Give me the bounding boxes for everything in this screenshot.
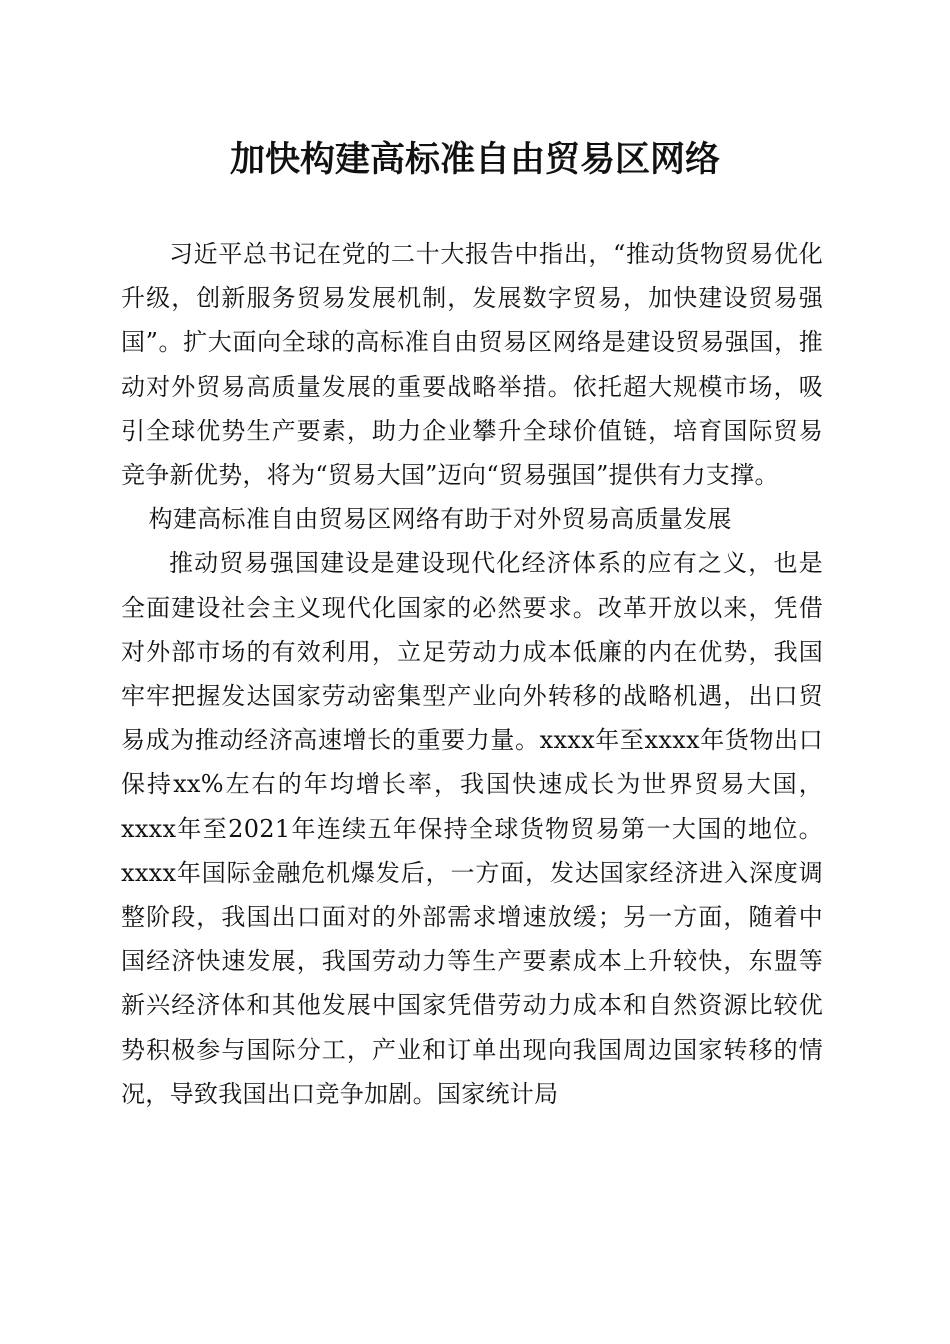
document-body xyxy=(121,232,823,1116)
section-subheading: 构建高标准自由贸易区网络有助于对外贸易高质量发展 xyxy=(148,505,732,534)
document-title: 加快构建高标准自由贸易区网络 xyxy=(229,139,720,180)
intro-paragraph: 习近平总书记在党的二十大报告中指出，“推动货物贸易优化升级，创新服务贸易发展机制，发展数字贸易，加快建设贸易强国”。扩大面向全球的高标准自由贸易区网络是建设贸易强国，推动对外贸易高质量发展的重要战略举措。依托超大规模市场，吸引全球优势生产要素，助力企业攀升全球价值链，培育国际贸易竞争新优势，将为“贸易大国”迈向“贸易强国”提供有力支撑。 xyxy=(121,240,823,490)
section-paragraph: 推动贸易强国建设是建设现代化经济体系的应有之义，也是全面建设社会主义现代化国家的必然要求。改革开放以来，凭借对外部市场的有效利用，立足劳动力成本低廉的内在优势，我国牢牢把握发达国家劳动密集型产业向外转移的战略机遇，出口贸易成为推动经济高速增长的重要力量。xxxx年至xxxx年货物出口保持xx%左右的年均增长率，我国快速成长为世界贸易大国，xxxx年至2021年连续五年保持全球货物贸易第一大国的地位。xxxx年国际金融危机爆发后，一方面，发达国家经济进入深度调整阶段，我国出口面对的外部需求增速放缓；另一方面，随着中国经济快速发展，我国劳动力等生产要素成本上升较快，东盟等新兴经济体和其他发展中国家凭借劳动力成本和自然资源比较优势积极参与国际分工，产业和订单出现向我国周边国家转移的情况，导致我国出口竞争加剧。国家统计局 xyxy=(121,549,823,1108)
